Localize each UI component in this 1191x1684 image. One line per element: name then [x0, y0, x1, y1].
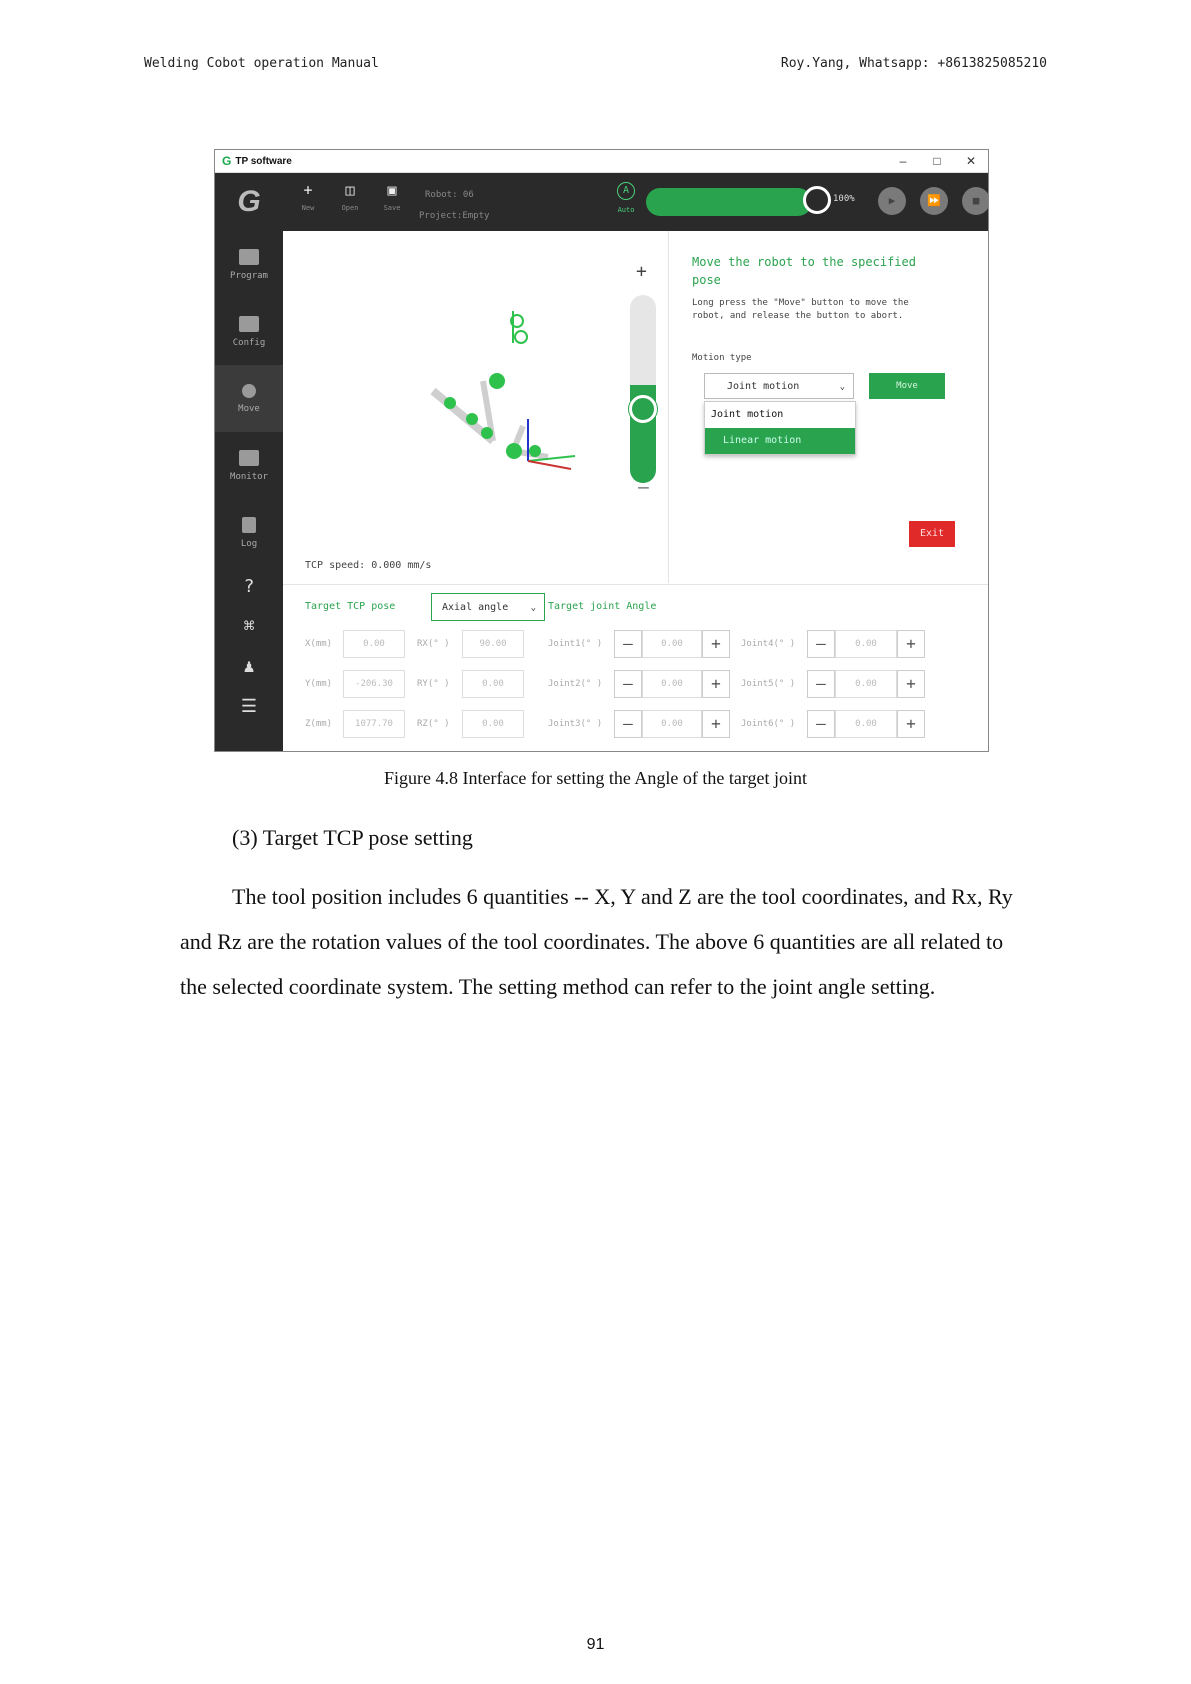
motion-type-label: Motion type — [692, 353, 752, 363]
robot-info — [419, 185, 489, 227]
chevron-down-icon: ⌄ — [530, 603, 536, 613]
app-logo-icon: G — [222, 154, 232, 168]
vertical-slider-track[interactable] — [630, 295, 656, 483]
vertical-slider-handle[interactable] — [629, 395, 657, 423]
pose-row: Y(mm) -206.30 RY(° ) 0.00 Joint2(° ) – 0.00 + Joint5(° ) – 0.00 + — [283, 670, 988, 698]
joint6-minus-button[interactable]: – — [807, 710, 835, 738]
stop-icon[interactable]: ■ — [962, 187, 989, 215]
joint2-minus-button[interactable]: – — [614, 670, 642, 698]
running-header-left: Welding Cobot operation Manual — [144, 56, 379, 71]
dropdown-option-joint[interactable]: Joint motion — [711, 409, 784, 420]
joint3-plus-button[interactable]: + — [702, 710, 730, 738]
joint1-minus-button[interactable]: – — [614, 630, 642, 658]
panel-title: Move the robot to the specified pose — [692, 255, 916, 287]
dropdown-option-linear[interactable]: Linear motion — [705, 428, 855, 454]
close-button[interactable]: ✕ — [965, 154, 977, 168]
move-panel — [669, 231, 988, 583]
sidebar-item-log[interactable]: Log — [215, 499, 283, 566]
apps-icon[interactable]: ⌘ — [243, 615, 255, 637]
brand-logo: G — [237, 185, 261, 218]
save-button[interactable]: ▣ Save — [383, 181, 401, 212]
joint3-input[interactable]: 0.00 — [642, 710, 702, 738]
move-button[interactable]: Move — [869, 373, 945, 399]
move-icon — [242, 384, 256, 398]
joint4-input[interactable]: 0.00 — [835, 630, 897, 658]
toolbar — [283, 173, 988, 231]
sidebar-item-move[interactable]: Move — [215, 365, 283, 432]
new-button[interactable]: + New — [301, 181, 315, 212]
help-icon[interactable]: ? — [243, 575, 255, 597]
joint2-input[interactable]: 0.00 — [642, 670, 702, 698]
joint5-plus-button[interactable]: + — [897, 670, 925, 698]
slider-minus-button[interactable]: – — [638, 477, 649, 498]
motion-type-select[interactable]: Joint motion ⌄ — [704, 373, 854, 399]
auto-mode-toggle[interactable]: A Auto — [617, 182, 635, 214]
target-joint-title: Target joint Angle — [548, 601, 657, 612]
joint1-input[interactable]: 0.00 — [642, 630, 702, 658]
robot-label: Robot: 06 — [425, 190, 474, 200]
motion-type-dropdown — [704, 401, 856, 455]
joint2-plus-button[interactable]: + — [702, 670, 730, 698]
joint5-input[interactable]: 0.00 — [835, 670, 897, 698]
joint3-minus-button[interactable]: – — [614, 710, 642, 738]
rz-input[interactable]: 0.00 — [462, 710, 524, 738]
pose-row: Z(mm) 1077.70 RZ(° ) 0.00 Joint3(° ) – 0.00 + Joint6(° ) – 0.00 + — [283, 710, 988, 738]
minimize-button[interactable]: – — [899, 154, 907, 168]
speed-slider-track[interactable] — [646, 188, 812, 216]
z-input[interactable]: 1077.70 — [343, 710, 405, 738]
sidebar — [215, 173, 283, 751]
joint4-minus-button[interactable]: – — [807, 630, 835, 658]
page-number: 91 — [586, 1636, 605, 1653]
figure-caption: Figure 4.8 Interface for setting the Angle of the target joint — [383, 768, 808, 788]
log-icon — [242, 517, 256, 533]
joint4-plus-button[interactable]: + — [897, 630, 925, 658]
open-button[interactable]: ◫ Open — [341, 181, 359, 212]
user-icon[interactable]: ♟ — [243, 655, 255, 677]
monitor-icon — [239, 450, 259, 466]
tcp-speed-readout: TCP speed: 0.000 mm/s — [305, 560, 432, 571]
robot-arm-model — [373, 301, 673, 561]
exit-button[interactable]: Exit — [909, 521, 955, 547]
y-input[interactable]: -206.30 — [343, 670, 405, 698]
menu-icon[interactable]: ☰ — [240, 695, 258, 717]
rx-input[interactable]: 90.00 — [462, 630, 524, 658]
sidebar-item-program[interactable]: Program — [215, 231, 283, 298]
step-icon[interactable]: ⏩ — [920, 187, 948, 215]
robot-3d-view[interactable] — [283, 231, 669, 583]
section-subheading: (3) Target TCP pose setting — [232, 825, 473, 850]
config-icon — [239, 316, 259, 332]
project-label: Project:Empty — [419, 211, 490, 221]
x-input[interactable]: 0.00 — [343, 630, 405, 658]
app-screenshot — [214, 149, 989, 752]
auto-icon: A — [617, 182, 635, 200]
joint1-plus-button[interactable]: + — [702, 630, 730, 658]
panel-description: Long press the "Move" button to move the robot, and release the button to abort. — [692, 298, 909, 321]
sidebar-item-monitor[interactable]: Monitor — [215, 432, 283, 499]
pose-row: X(mm) 0.00 RX(° ) 90.00 Joint1(° ) – 0.00 + Joint4(° ) – 0.00 + — [283, 630, 988, 658]
chevron-down-icon: ⌄ — [839, 382, 845, 392]
target-pose-panel — [283, 584, 988, 751]
sidebar-item-config[interactable]: Config — [215, 298, 283, 365]
play-icon[interactable]: ▶ — [878, 187, 906, 215]
program-icon — [239, 249, 259, 265]
maximize-button[interactable]: □ — [933, 154, 941, 168]
slider-plus-button[interactable]: + — [636, 261, 647, 282]
speed-value: 100% — [833, 194, 855, 204]
running-header-right: Roy.Yang, Whatsapp: +8613825085210 — [780, 56, 1047, 71]
window-title: TP software — [235, 155, 292, 167]
target-tcp-title: Target TCP pose — [305, 601, 396, 612]
ry-input[interactable]: 0.00 — [462, 670, 524, 698]
window-titlebar — [215, 150, 988, 173]
body-paragraph: The tool position includes 6 quantities -- X, Y and Z are the tool coordinates, and Rx, Ry and Rz are the rotation values of the tool coordinates. The above 6 quantities are all related to the selected coordinate system. The setting method can refer to the joint angle setting. — [180, 884, 1013, 999]
joint5-minus-button[interactable]: – — [807, 670, 835, 698]
speed-slider-handle[interactable] — [803, 186, 831, 214]
angle-type-select[interactable]: Axial angle ⌄ — [431, 593, 545, 621]
joint6-input[interactable]: 0.00 — [835, 710, 897, 738]
joint6-plus-button[interactable]: + — [897, 710, 925, 738]
